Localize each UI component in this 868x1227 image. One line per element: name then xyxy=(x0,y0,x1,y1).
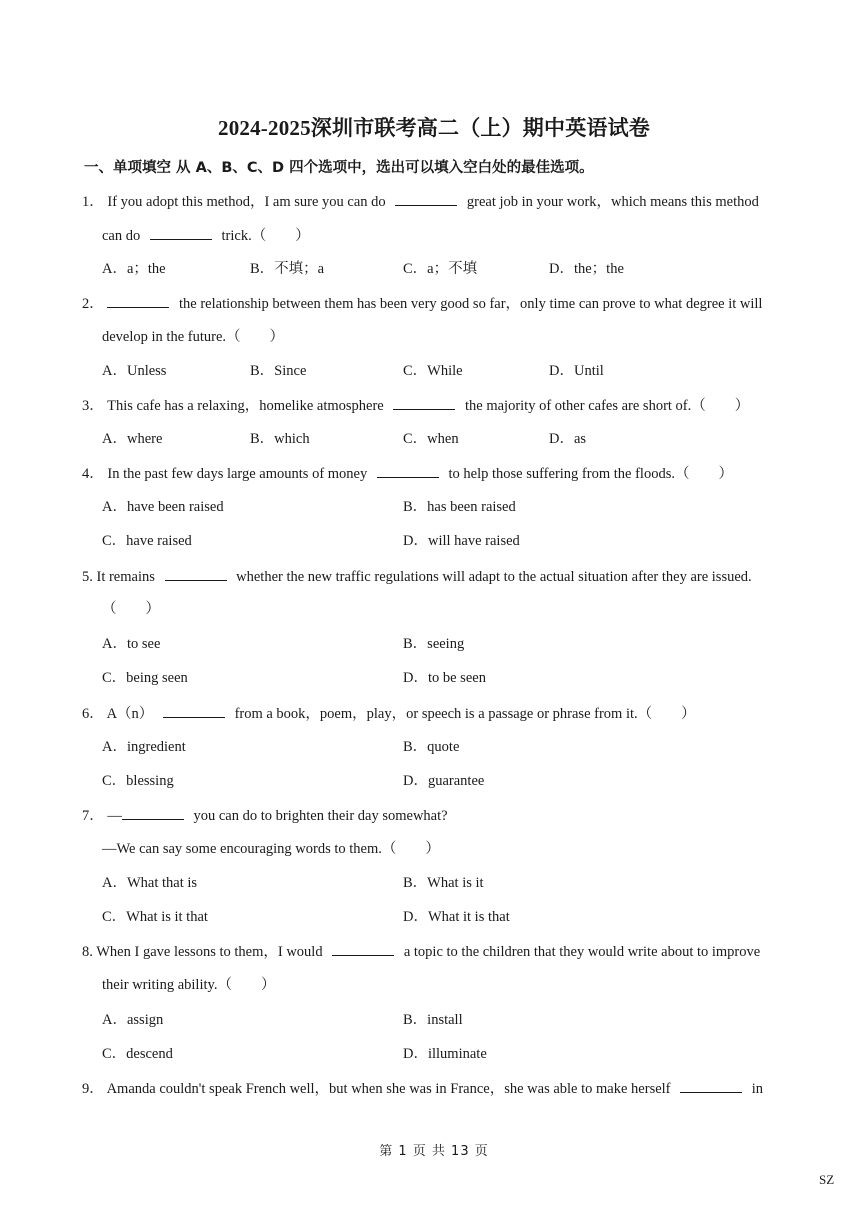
option-b: B．seeing xyxy=(403,636,465,652)
option-c: C．when xyxy=(403,431,459,447)
question-text: whether the new traffic regulations will adapt to the actual situation after they are issued. xyxy=(236,569,752,585)
option-c: C．While xyxy=(403,363,463,379)
option-c: C．blessing xyxy=(102,773,174,789)
section-heading: 一、单项填空 从 A、B、C、D 四个选项中，选出可以填入空白处的最佳选项。 xyxy=(84,160,594,176)
option-a: A．have been raised xyxy=(102,499,224,515)
option-a: A．ingredient xyxy=(102,739,186,755)
option-a: A．where xyxy=(102,431,163,447)
question-text: — xyxy=(107,808,122,824)
question-3 xyxy=(82,395,749,416)
option-b: B．quote xyxy=(403,739,460,755)
option-b: B．What is it xyxy=(403,875,484,891)
question-2 xyxy=(82,293,762,314)
question-text: If you adopt this method，I am sure you can do xyxy=(107,194,386,210)
question-1 xyxy=(82,191,786,212)
question-text: from a book，poem，play，or speech is a passage or phrase from it.（ ） xyxy=(234,706,696,722)
answer-blank xyxy=(332,941,394,956)
question-number: 2． xyxy=(82,296,104,312)
question-text: Amanda couldn't speak French well，but when she was in France，she was able to make herself xyxy=(106,1081,671,1097)
answer-blank xyxy=(165,566,227,581)
option-c: C．What is it that xyxy=(102,909,208,925)
option-d: D．guarantee xyxy=(403,773,485,789)
question-number: 7． xyxy=(82,808,104,824)
option-b: B．which xyxy=(250,431,310,447)
option-c: C．being seen xyxy=(102,670,188,686)
answer-blank xyxy=(377,463,439,478)
question-4 xyxy=(82,463,733,484)
answer-blank xyxy=(107,293,169,308)
question-7 xyxy=(82,805,448,826)
question-text: the majority of other cafes are short of.（ ） xyxy=(464,398,750,414)
question-text: the relationship between them has been very good so far，only time can prove to what degree it will xyxy=(179,296,763,312)
question-8-continued: their writing ability.（ ） xyxy=(102,977,276,993)
question-number: 8. xyxy=(82,944,93,960)
question-6 xyxy=(82,703,696,724)
option-c: C．descend xyxy=(102,1046,173,1062)
answer-blank xyxy=(395,191,457,206)
question-1-continued xyxy=(102,225,310,246)
answer-blank xyxy=(680,1078,742,1093)
option-d: D．the；the xyxy=(549,261,624,277)
page-title: 2024-2025深圳市联考高二（上）期中英语试卷 xyxy=(218,116,650,140)
option-b: B．不填；a xyxy=(250,261,325,277)
question-number: 1． xyxy=(82,194,104,210)
question-number: 4． xyxy=(82,466,104,482)
question-9 xyxy=(82,1078,763,1099)
option-d: D．will have raised xyxy=(403,533,520,549)
question-5-paren: （ ） xyxy=(102,601,160,617)
option-a: A．What that is xyxy=(102,875,198,891)
answer-blank xyxy=(150,225,212,240)
question-8 xyxy=(82,941,760,962)
answer-blank xyxy=(163,703,225,718)
option-a: A．Unless xyxy=(102,363,167,379)
option-b: B．Since xyxy=(250,363,307,379)
option-c: C．a；不填 xyxy=(403,261,478,277)
answer-blank xyxy=(393,395,455,410)
option-d: D．to be seen xyxy=(403,670,486,686)
question-7-reply: —We can say some encouraging words to them.（ ） xyxy=(102,841,440,857)
question-text: a topic to the children that they would write about to improve xyxy=(403,944,761,960)
option-d: D．Until xyxy=(549,363,604,379)
question-text: It remains xyxy=(96,569,155,585)
question-text: When I gave lessons to them，I would xyxy=(96,944,323,960)
question-text: can do xyxy=(102,228,141,244)
question-text: you can do to brighten their day somewhat? xyxy=(193,808,448,824)
option-c: C．have raised xyxy=(102,533,192,549)
option-d: D．What it is that xyxy=(403,909,510,925)
question-number: 6． xyxy=(82,706,104,722)
option-a: A．to see xyxy=(102,636,161,652)
question-number: 9． xyxy=(82,1081,104,1097)
answer-blank xyxy=(122,805,184,820)
option-b: B．install xyxy=(403,1012,463,1028)
option-a: A．a；the xyxy=(102,261,166,277)
question-2-continued: develop in the future.（ ） xyxy=(102,329,285,345)
question-text: great job in your work，which means this method xyxy=(466,194,759,210)
corner-mark: SZ xyxy=(819,1172,835,1187)
question-number: 3． xyxy=(82,398,104,414)
question-text: to help those suffering from the floods.（ ） xyxy=(448,466,733,482)
question-text: This cafe has a relaxing，homelike atmosphere xyxy=(107,398,384,414)
question-text: in xyxy=(751,1081,764,1097)
question-text: A（n） xyxy=(106,706,154,722)
option-d: D．as xyxy=(549,431,587,447)
question-5 xyxy=(82,566,752,587)
option-d: D．illuminate xyxy=(403,1046,487,1062)
question-text: In the past few days large amounts of money xyxy=(107,466,368,482)
page-footer: 第 1 页 共 13 页 xyxy=(379,1144,489,1159)
question-number: 5. xyxy=(82,569,93,585)
option-a: A．assign xyxy=(102,1012,164,1028)
question-text: trick.（ ） xyxy=(221,228,310,244)
option-b: B．has been raised xyxy=(403,499,516,515)
